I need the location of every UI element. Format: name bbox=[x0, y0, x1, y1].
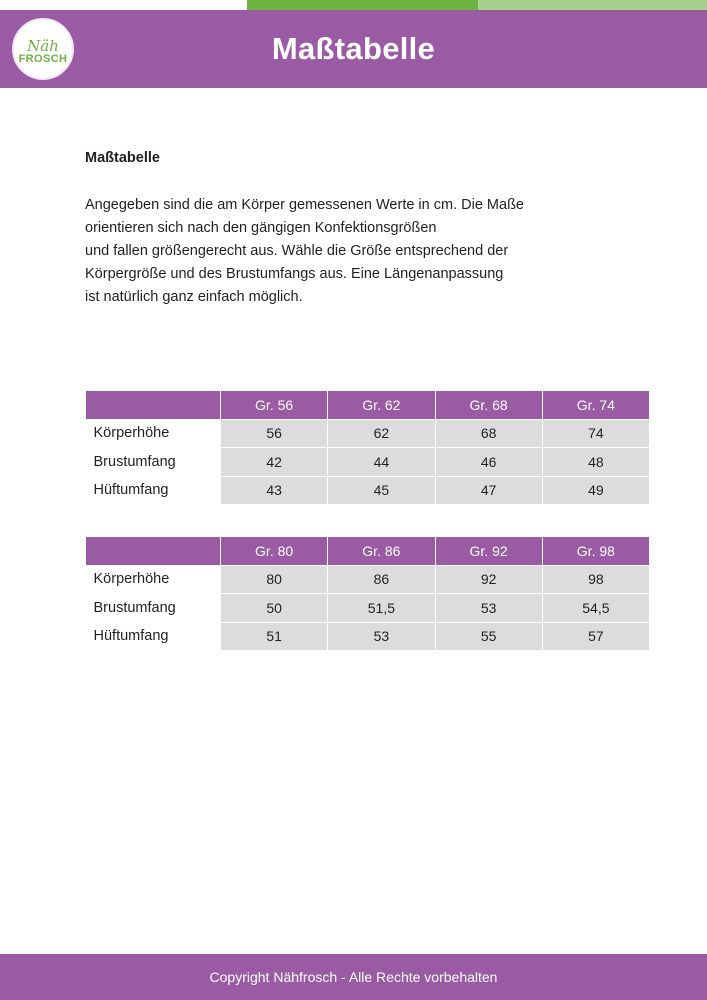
brand-logo bbox=[12, 18, 74, 80]
intro-line-4: Körpergröße und des Brustumfangs aus. Eine Längenanpassung bbox=[85, 266, 504, 282]
intro-paragraph bbox=[85, 194, 605, 309]
intro-line-5: ist natürlich ganz einfach möglich. bbox=[85, 289, 303, 305]
table-cell: 92 bbox=[435, 565, 542, 594]
table-cell: 51 bbox=[221, 622, 328, 651]
column-header: Gr. 80 bbox=[221, 537, 328, 566]
size-table-2 bbox=[85, 536, 650, 651]
logo-name-text: FROSCH bbox=[18, 53, 68, 65]
column-header: Gr. 68 bbox=[435, 391, 542, 420]
table-cell: 68 bbox=[435, 419, 542, 448]
table-cell: 62 bbox=[328, 419, 435, 448]
table-row bbox=[86, 476, 650, 505]
table-cell: 49 bbox=[542, 476, 649, 505]
table-row bbox=[86, 594, 650, 623]
size-table-2-wrapper bbox=[85, 536, 650, 651]
intro-line-3: und fallen größengerecht aus. Wähle die Größe entsprechend der bbox=[85, 243, 509, 259]
footer-copyright: Copyright Nähfrosch - Alle Rechte vorbehalten bbox=[209, 969, 498, 985]
table-cell: 56 bbox=[221, 419, 328, 448]
header-accent-stripes bbox=[0, 0, 707, 10]
table-cell: 74 bbox=[542, 419, 649, 448]
stripe-green-light bbox=[478, 0, 707, 10]
column-header: Gr. 56 bbox=[221, 391, 328, 420]
stripe-white bbox=[0, 0, 247, 10]
row-label: Brustumfang bbox=[86, 594, 221, 623]
table-cell: 44 bbox=[328, 448, 435, 477]
intro-line-1: Angegeben sind die am Körper gemessenen Werte in cm. Die Maße bbox=[85, 197, 524, 213]
column-header: Gr. 92 bbox=[435, 537, 542, 566]
table-cell: 54,5 bbox=[542, 594, 649, 623]
column-header: Gr. 62 bbox=[328, 391, 435, 420]
stripe-green-dark bbox=[247, 0, 478, 10]
table-corner-cell bbox=[86, 391, 221, 420]
table-header-row bbox=[86, 537, 650, 566]
table-cell: 42 bbox=[221, 448, 328, 477]
table-cell: 45 bbox=[328, 476, 435, 505]
table-cell: 46 bbox=[435, 448, 542, 477]
logo-script-text: Näh bbox=[27, 37, 59, 55]
table-cell: 55 bbox=[435, 622, 542, 651]
table-cell: 53 bbox=[328, 622, 435, 651]
row-label: Körperhöhe bbox=[86, 565, 221, 594]
column-header: Gr. 74 bbox=[542, 391, 649, 420]
row-label: Brustumfang bbox=[86, 448, 221, 477]
table-header-row bbox=[86, 391, 650, 420]
size-table-1-wrapper bbox=[85, 390, 650, 505]
table-cell: 86 bbox=[328, 565, 435, 594]
table-cell: 80 bbox=[221, 565, 328, 594]
table-corner-cell bbox=[86, 537, 221, 566]
table-row bbox=[86, 565, 650, 594]
row-label: Hüftumfang bbox=[86, 622, 221, 651]
section-heading: Maßtabelle bbox=[85, 150, 160, 166]
table-cell: 43 bbox=[221, 476, 328, 505]
table-row bbox=[86, 448, 650, 477]
table-row bbox=[86, 622, 650, 651]
table-cell: 53 bbox=[435, 594, 542, 623]
row-label: Körperhöhe bbox=[86, 419, 221, 448]
table-cell: 48 bbox=[542, 448, 649, 477]
footer-bar bbox=[0, 954, 707, 1000]
table-cell: 57 bbox=[542, 622, 649, 651]
size-table-1 bbox=[85, 390, 650, 505]
table-cell: 50 bbox=[221, 594, 328, 623]
intro-line-2: orientieren sich nach den gängigen Konfektionsgrößen bbox=[85, 220, 437, 236]
column-header: Gr. 98 bbox=[542, 537, 649, 566]
column-header: Gr. 86 bbox=[328, 537, 435, 566]
row-label: Hüftumfang bbox=[86, 476, 221, 505]
page-title: Maßtabelle bbox=[271, 31, 436, 66]
table-cell: 51,5 bbox=[328, 594, 435, 623]
table-row bbox=[86, 419, 650, 448]
table-cell: 98 bbox=[542, 565, 649, 594]
content-block bbox=[85, 150, 650, 309]
table-cell: 47 bbox=[435, 476, 542, 505]
